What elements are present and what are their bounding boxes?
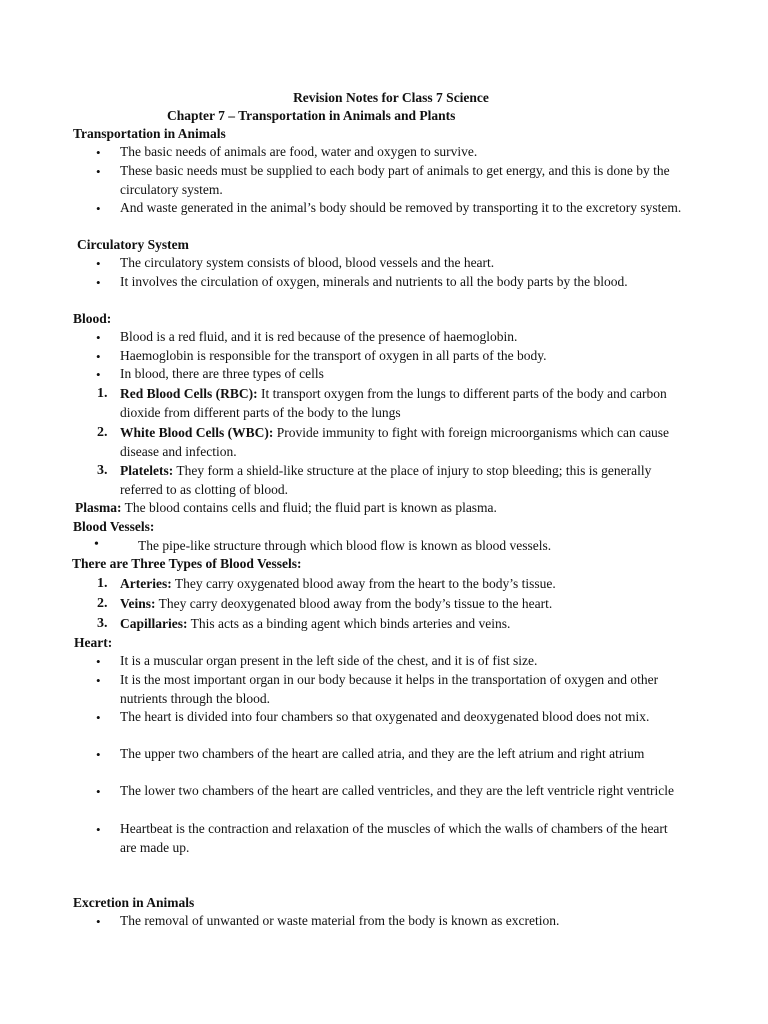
bullet-icon: •: [96, 201, 101, 216]
bullet-icon: •: [96, 145, 101, 160]
list-item: The basic needs of animals are food, water and oxygen to survive.: [120, 144, 478, 159]
bullet-icon: •: [96, 710, 101, 725]
bullet-icon: •: [96, 822, 101, 837]
bullet-icon: •: [96, 275, 101, 290]
list-item: It involves the circulation of oxygen, minerals and nutrients to all the body parts by the blood.: [120, 274, 628, 289]
list-item: The pipe-like structure through which blood flow is known as blood vessels.: [138, 538, 552, 553]
bullet-icon: •: [96, 256, 101, 271]
bullet-icon: •: [96, 349, 101, 364]
term-description: They form a shield-like structure at the place of injury to stop bleeding; this is generally referred to as clotting of blood.: [120, 463, 652, 497]
list-item: Blood is a red fluid, and it is red because of the presence of haemoglobin.: [120, 329, 518, 344]
list-item: In blood, there are three types of cells: [120, 366, 324, 381]
term-label: Capillaries:: [120, 616, 188, 631]
chapter-title: Chapter 7 – Transportation in Animals and Plants: [167, 108, 456, 123]
term-label: Veins:: [120, 596, 156, 611]
term-description: This acts as a binding agent which binds arteries and veins.: [187, 616, 511, 631]
section-heading-excretion: Excretion in Animals: [73, 895, 195, 910]
numbered-item: [120, 424, 685, 461]
list-item: The heart is divided into four chambers so that oxygenated and deoxygenated blood does not mix.: [120, 709, 650, 724]
numbered-item: [120, 575, 685, 594]
bullet-icon: •: [96, 330, 101, 345]
section-heading-circulatory: Circulatory System: [77, 237, 189, 252]
term-label: Red Blood Cells (RBC):: [120, 386, 258, 401]
term-label: Plasma:: [75, 500, 122, 515]
section-heading-vessel-types: There are Three Types of Blood Vessels:: [72, 556, 302, 571]
page-title: Revision Notes for Class 7 Science: [293, 90, 489, 105]
term-description: It transport oxygen from the lungs to different parts of the body and carbon dioxide from different parts of the body to the lungs: [120, 386, 667, 420]
section-heading-transportation: Transportation in Animals: [73, 126, 226, 141]
list-number: 1.: [97, 386, 108, 401]
bullet-icon: •: [96, 784, 101, 799]
bullet-icon: •: [96, 673, 101, 688]
term-label: White Blood Cells (WBC):: [120, 425, 274, 440]
term-description: The blood contains cells and fluid; the fluid part is known as plasma.: [121, 500, 497, 515]
plasma-definition: [75, 499, 497, 517]
section-heading-heart: Heart:: [74, 635, 113, 650]
bullet-icon: •: [96, 654, 101, 669]
bullet-icon: •: [94, 537, 99, 552]
list-item: Heartbeat is the contraction and relaxation of the muscles of which the walls of chambers of the heart are made up.: [120, 821, 668, 855]
list-item: It is a muscular organ present in the left side of the chest, and it is of fist size.: [120, 653, 538, 668]
list-item: It is the most important organ in our body because it helps in the transportation of oxygen and other nutrients through the blood.: [120, 672, 659, 706]
term-description: Provide immunity to fight with foreign microorganisms which can cause disease and infection.: [120, 425, 670, 459]
list-item: Haemoglobin is responsible for the transport of oxygen in all parts of the body.: [120, 348, 547, 363]
term-label: Arteries:: [120, 576, 172, 591]
list-item: These basic needs must be supplied to each body part of animals to get energy, and this is done by the circulatory system.: [120, 163, 670, 197]
list-number: 3.: [97, 463, 108, 478]
term-label: Platelets:: [120, 463, 174, 478]
list-item: The removal of unwanted or waste material from the body is known as excretion.: [120, 913, 560, 928]
bullet-icon: •: [96, 747, 101, 762]
list-item: The lower two chambers of the heart are called ventricles, and they are the left ventricle right ventricle: [120, 783, 674, 798]
list-number: 1.: [97, 576, 108, 591]
numbered-item: [120, 615, 685, 634]
list-number: 2.: [97, 425, 108, 440]
list-number: 3.: [97, 616, 108, 631]
numbered-item: [120, 462, 685, 499]
bullet-icon: •: [96, 164, 101, 179]
numbered-item: [120, 385, 685, 422]
list-number: 2.: [97, 596, 108, 611]
section-heading-blood: Blood:: [73, 311, 112, 326]
term-description: They carry deoxygenated blood away from the body’s tissue to the heart.: [155, 596, 553, 611]
section-heading-vessels: Blood Vessels:: [73, 519, 155, 534]
list-item: The circulatory system consists of blood, blood vessels and the heart.: [120, 255, 495, 270]
term-description: They carry oxygenated blood away from the heart to the body’s tissue.: [171, 576, 556, 591]
numbered-item: [120, 595, 685, 614]
list-item: The upper two chambers of the heart are called atria, and they are the left atrium and right atrium: [120, 746, 645, 761]
bullet-icon: •: [96, 914, 101, 929]
bullet-icon: •: [96, 367, 101, 382]
list-item: And waste generated in the animal’s body should be removed by transporting it to the excretory system.: [120, 200, 682, 215]
